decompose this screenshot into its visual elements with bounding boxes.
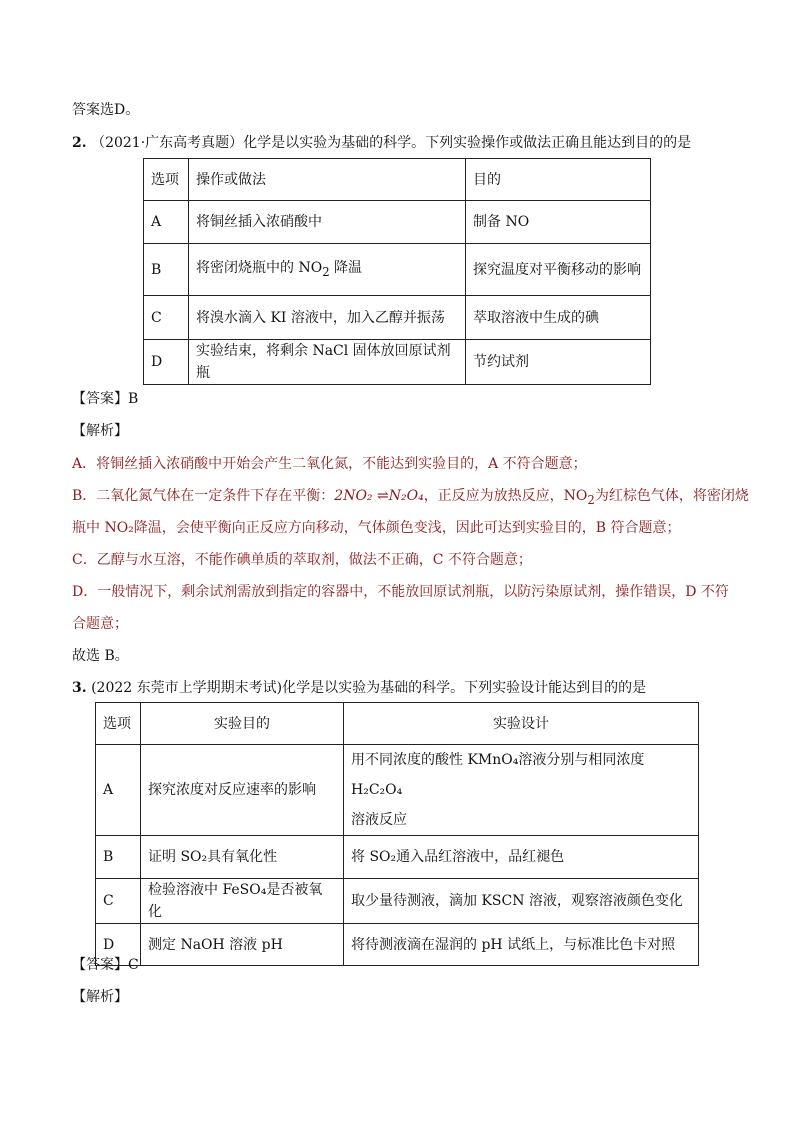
question-3-analysis-label: 【解析】	[72, 989, 128, 1005]
question-3-answer: 【答案】C	[72, 957, 139, 973]
header-goal: 目的	[466, 159, 651, 201]
row-design: 取少量待测液，滴加 KSCN 溶液，观察溶液颜色变化	[344, 879, 699, 924]
analysis-line-d2: 合题意；	[72, 616, 128, 632]
analysis-line-d1: D．一般情况下，剩余试剂需放到指定的容器中，不能放回原试剂瓶，以防污染原试剂，操作错误，D 不符	[72, 584, 729, 600]
row-option: D	[96, 924, 141, 966]
row-option: B	[144, 244, 189, 296]
header-operation: 操作或做法	[189, 159, 466, 201]
table-row	[144, 201, 651, 244]
question-3-table	[95, 702, 699, 966]
row-goal: 探究温度对平衡移动的影响	[466, 244, 651, 296]
row-goal: 萃取溶液中生成的碘	[466, 296, 651, 340]
row-goal: 检验溶液中 FeSO₄是否被氧化	[141, 879, 344, 924]
row-design: 将待测液滴在湿润的 pH 试纸上，与标准比色卡对照	[344, 924, 699, 966]
question-2-conclusion: 故选 B。	[72, 648, 129, 664]
row-option: D	[144, 340, 189, 385]
analysis-line-b1: B．二氧化氮气体在一定条件下存在平衡：2NO₂ ⇌N₂O₄，正反应为放热反应，$NO_2$为红棕色气体，将密闭烧	[72, 488, 749, 507]
question-3-text: (2022 东莞市上学期期末考试)化学是以实验为基础的科学。下列实验设计能达到目的的是	[91, 680, 647, 696]
row-option: A	[144, 201, 189, 244]
row-option: C	[144, 296, 189, 340]
question-2-stem	[72, 133, 691, 153]
table-header-row	[96, 703, 699, 745]
row-goal: 探究浓度对反应速率的影响	[141, 745, 344, 836]
row-goal: 测定 NaOH 溶液 pH	[141, 924, 344, 966]
row-option: A	[96, 745, 141, 836]
previous-answer: 答案选D。	[72, 102, 140, 118]
table-row	[96, 879, 699, 924]
row-option: B	[96, 836, 141, 879]
analysis-line-a: A．将铜丝插入浓硝酸中开始会产生二氧化氮，不能达到实验目的，A 不符合题意；	[72, 456, 587, 472]
row-design: 用不同浓度的酸性 KMnO₄溶液分别与相同浓度 H₂C₂O₄ 溶液反应	[344, 745, 699, 836]
analysis-line-c: C．乙醇与水互溶，不能作碘单质的萃取剂，做法不正确，C 不符合题意；	[72, 552, 532, 568]
table-row	[144, 244, 651, 296]
table-row	[96, 745, 699, 836]
question-2-answer: 【答案】B	[72, 391, 139, 407]
row-goal: 证明 SO₂具有氧化性	[141, 836, 344, 879]
table-header-row	[144, 159, 651, 201]
header-option: 选项	[96, 703, 141, 745]
row-option: C	[96, 879, 141, 924]
header-goal: 实验目的	[141, 703, 344, 745]
question-2-number: 2.	[72, 135, 87, 151]
question-2-analysis-label: 【解析】	[72, 423, 128, 439]
table-row	[144, 340, 651, 385]
table-row	[96, 924, 699, 966]
row-operation: 将密闭烧瓶中的 $NO_2$ 降温	[189, 244, 466, 296]
question-2-table	[143, 158, 651, 385]
analysis-line-b2: 瓶中 NO₂降温，会使平衡向正反应方向移动，气体颜色变浅，因此可达到实验目的，B 符合题意；	[72, 520, 681, 536]
header-option: 选项	[144, 159, 189, 201]
row-operation: 将铜丝插入浓硝酸中	[189, 201, 466, 244]
row-operation: 实验结束，将剩余 NaCl 固体放回原试剂瓶	[189, 340, 466, 385]
header-design: 实验设计	[344, 703, 699, 745]
question-3-number: 3.	[72, 680, 87, 696]
table-row	[96, 836, 699, 879]
question-3-stem	[72, 678, 646, 698]
equilibrium-equation: 2NO₂ ⇌N₂O₄	[334, 488, 424, 504]
table-row	[144, 296, 651, 340]
row-operation: 将溴水滴入 KI 溶液中，加入乙醇并振荡	[189, 296, 466, 340]
row-goal: 制备 NO	[466, 201, 651, 244]
row-goal: 节约试剂	[466, 340, 651, 385]
question-2-text: （2021·广东高考真题）化学是以实验为基础的科学。下列实验操作或做法正确且能达到目的的是	[91, 135, 692, 151]
row-design: 将 SO₂通入品红溶液中，品红褪色	[344, 836, 699, 879]
